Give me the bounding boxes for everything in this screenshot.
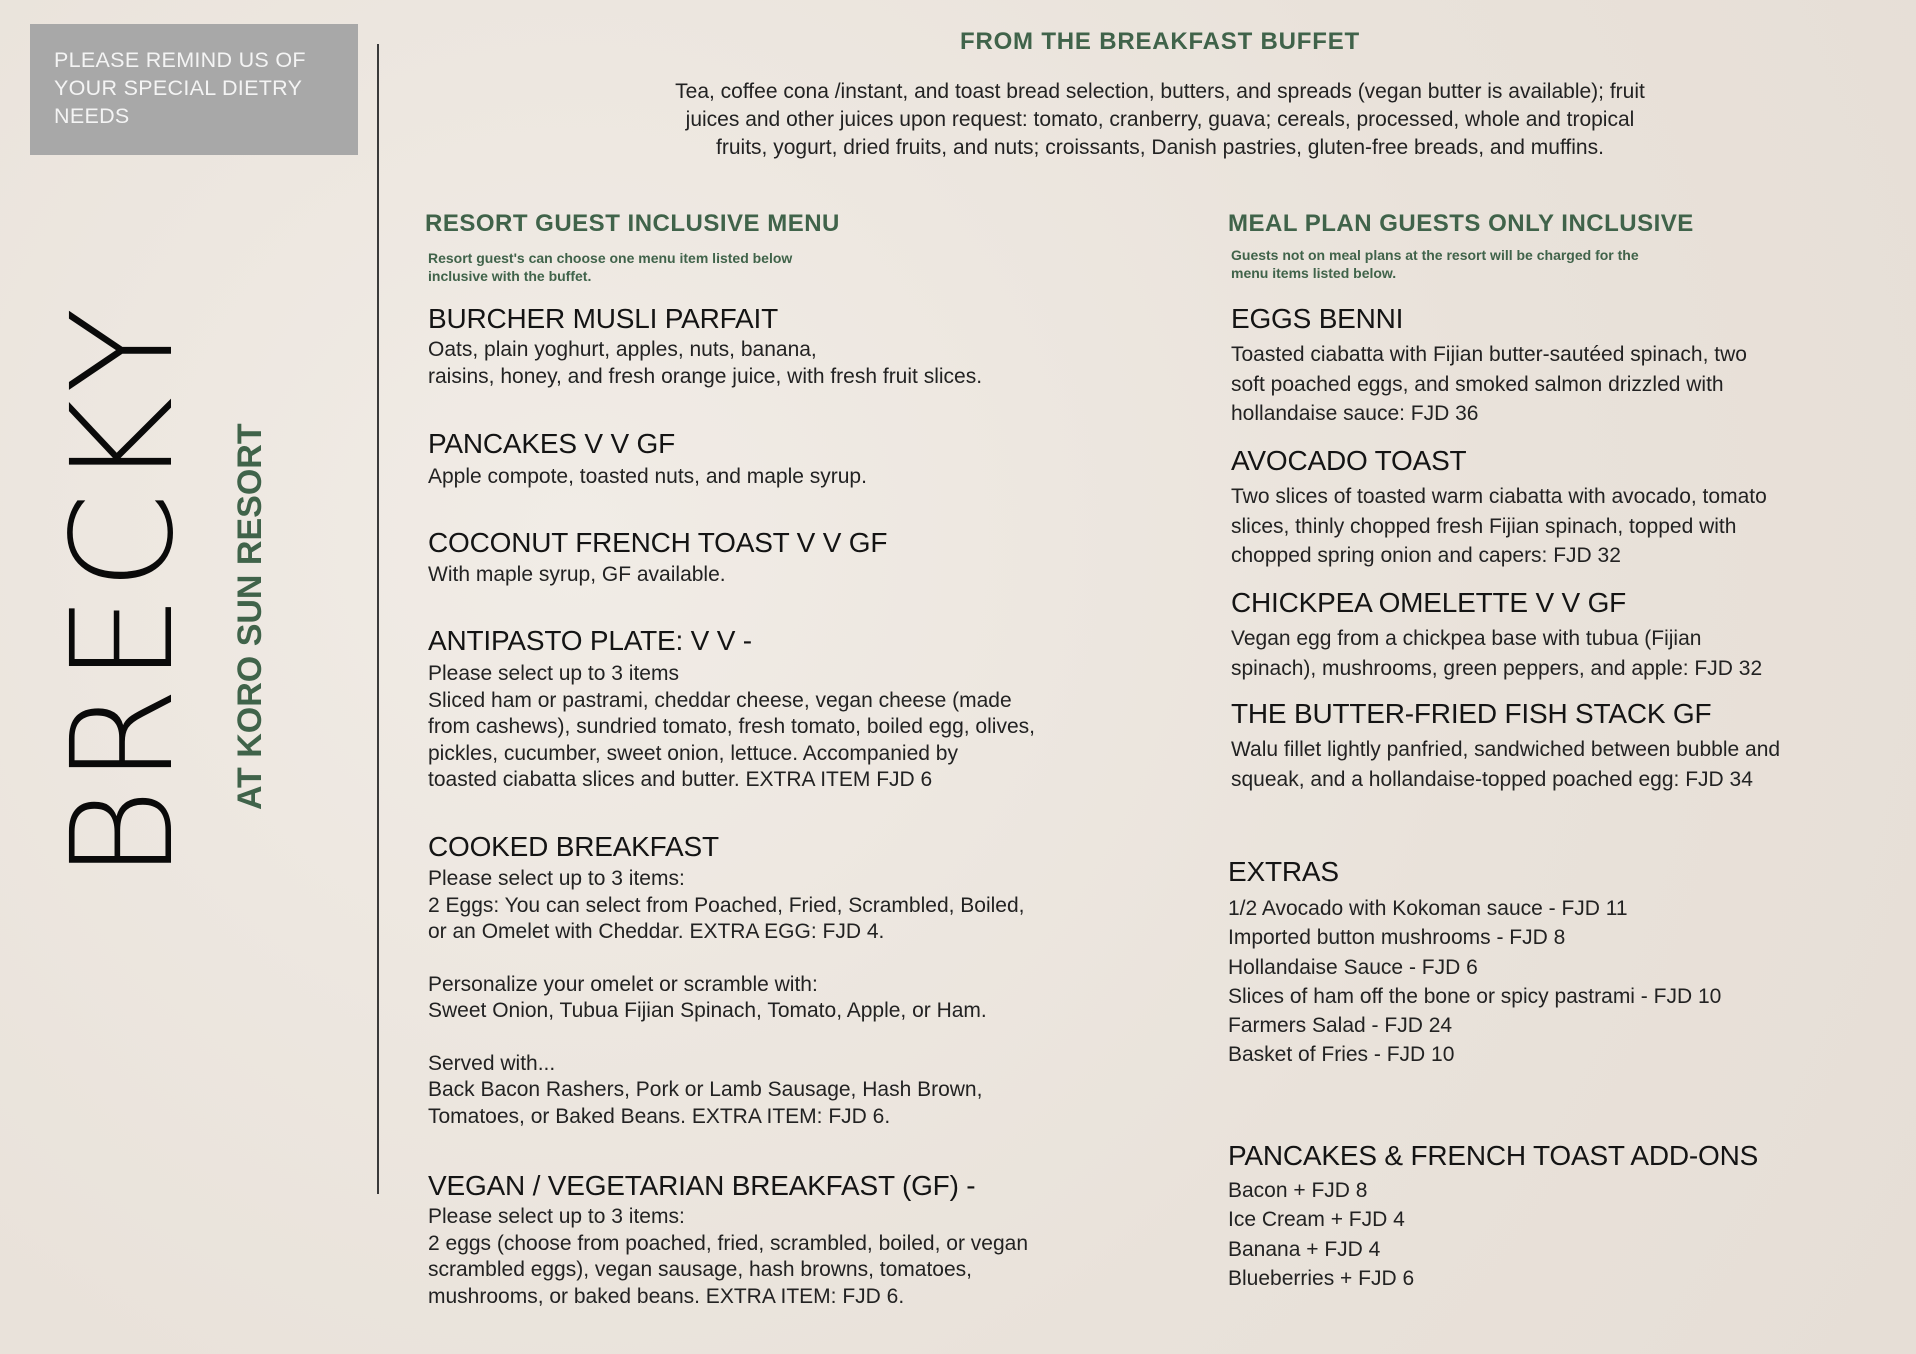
description-line: Please select up to 3 items: [428,1205,685,1228]
meal-plan-heading: MEAL PLAN GUESTS ONLY INCLUSIVE [1228,210,1694,237]
resort-menu-note-line: inclusive with the buffet. [428,268,592,284]
menu-item-title: VEGAN / VEGETARIAN BREAKFAST (GF) - [428,1170,976,1201]
description-line: mushrooms, or baked beans. EXTRA ITEM: FJD 6. [428,1284,905,1308]
menu-item-title: BURCHER MUSLI PARFAIT [428,303,778,334]
menu-item-title: COOKED BREAKFAST [428,831,719,862]
addons-list [1228,1176,1414,1293]
menu-item-title: ANTIPASTO PLATE: V V - [428,625,752,656]
description-line: With maple syrup, GF available. [428,563,726,586]
extras-heading: EXTRAS [1228,856,1339,887]
menu-item-description [428,464,867,491]
buffet-line: fruits, yogurt, dried fruits, and nuts; croissants, Danish pastries, gluten-free breads, and muffins. [716,136,1604,159]
brand-location: AT KORO SUN RESORT [231,423,269,810]
menu-item-title: PANCAKES V V GF [428,428,675,459]
menu-item-title: EGGS BENNI [1231,303,1404,334]
extras-item: Basket of Fries - FJD 10 [1228,1043,1455,1067]
dietary-note-box [30,24,358,155]
buffet-line: Tea, coffee cona /instant, and toast bread selection, butters, and spreads (vegan butter is available); fruit [675,80,1645,103]
description-line: slices, thinly chopped fresh Fijian spinach, topped with [1231,514,1737,538]
description-line: Sliced ham or pastrami, cheddar cheese, vegan cheese (made [428,688,1012,712]
description-line: hollandaise sauce: FJD 36 [1231,402,1479,425]
description-line: Two slices of toasted warm ciabatta with avocado, tomato [1231,485,1767,508]
addon-item: Blueberries + FJD 6 [1228,1266,1415,1290]
meal-plan-note [1231,246,1639,282]
description-line: soft poached eggs, and smoked salmon drizzled with [1231,372,1724,396]
dietary-note-line: NEEDS [54,104,130,128]
extras-item: Slices of ham off the bone or spicy pastrami - FJD 10 [1228,984,1722,1008]
extras-item: Hollandaise Sauce - FJD 6 [1228,955,1478,979]
menu-item-description [428,562,726,589]
vertical-divider [377,44,379,1194]
description-spacer [428,946,1025,972]
menu-item-title: CHICKPEA OMELETTE V V GF [1231,587,1627,618]
meal-plan-note-line: menu items listed below. [1231,265,1397,281]
buffet-heading: FROM THE BREAKFAST BUFFET [960,28,1360,55]
menu-item-description [1231,340,1747,429]
description-line: Toasted ciabatta with Fijian butter-sautéed spinach, two [1231,343,1747,366]
buffet-line: juices and other juices upon request: tomato, cranberry, guava; cereals, processed, whole and tropical [685,108,1635,131]
description-line: pickles, cucumber, sweet onion, lettuce. Accompanied by [428,741,958,765]
description-line: Back Bacon Rashers, Pork or Lamb Sausage, Hash Brown, [428,1078,983,1101]
description-line: squeak, and a hollandaise-topped poached egg: FJD 34 [1231,767,1753,791]
description-line: from cashews), sundried tomato, fresh tomato, boiled egg, olives, [428,715,1035,738]
menu-item-title: AVOCADO TOAST [1231,445,1467,476]
addons-heading: PANCAKES & FRENCH TOAST ADD-ONS [1228,1140,1759,1171]
resort-menu-heading: RESORT GUEST INCLUSIVE MENU [425,210,840,237]
extras-item: Imported button mushrooms - FJD 8 [1228,926,1566,950]
menu-item-description [1231,624,1762,683]
menu-item-description [428,1204,1028,1310]
addon-item: Bacon + FJD 8 [1228,1179,1368,1202]
description-line: Personalize your omelet or scramble with: [428,972,818,996]
description-line: Please select up to 3 items: [428,867,685,890]
dietary-note-line: YOUR SPECIAL DIETRY [54,76,303,100]
dietary-note-line: PLEASE REMIND US OF [54,48,306,72]
description-line: 2 eggs (choose from poached, fried, scrambled, boiled, or vegan [428,1231,1029,1255]
description-line: Walu fillet lightly panfried, sandwiched between bubble and [1231,738,1781,761]
menu-item-title: COCONUT FRENCH TOAST V V GF [428,527,888,558]
description-line: spinach), mushrooms, green peppers, and apple: FJD 32 [1231,656,1763,680]
description-line: toasted ciabatta slices and butter. EXTRA ITEM FJD 6 [428,768,933,791]
extras-item: Farmers Salad - FJD 24 [1228,1014,1453,1038]
menu-item-description [1231,482,1767,571]
description-spacer [428,1025,1025,1051]
description-line: Sweet Onion, Tubua Fijian Spinach, Tomato, Apple, or Ham. [428,999,987,1022]
resort-menu-note-line: Resort guest's can choose one menu item listed below [428,250,793,266]
description-line: 2 Eggs: You can select from Poached, Fried, Scrambled, Boiled, [428,893,1025,917]
extras-item: 1/2 Avocado with Kokoman sauce - FJD 11 [1228,897,1628,920]
menu-item-title: THE BUTTER-FRIED FISH STACK GF [1231,698,1712,729]
description-line: or an Omelet with Cheddar. EXTRA EGG: FJD 4. [428,920,885,943]
description-line: Tomatoes, or Baked Beans. EXTRA ITEM: FJD 6. [428,1104,891,1128]
brand-title: BRECKY [42,303,205,880]
addon-item: Banana + FJD 4 [1228,1237,1381,1261]
menu-item-description [1231,735,1780,794]
addon-item: Ice Cream + FJD 4 [1228,1208,1405,1232]
menu-item-description [428,337,982,390]
description-line: Served with... [428,1051,556,1075]
extras-list [1228,894,1721,1070]
description-line: Oats, plain yoghurt, apples, nuts, banana, [428,338,817,361]
buffet-description [600,78,1720,162]
description-line: raisins, honey, and fresh orange juice, with fresh fruit slices. [428,364,983,388]
description-line: Apple compote, toasted nuts, and maple syrup. [428,465,867,488]
resort-menu-note [428,249,792,285]
description-line: Vegan egg from a chickpea base with tubua (Fijian [1231,627,1702,650]
description-line: scrambled eggs), vegan sausage, hash browns, tomatoes, [428,1258,972,1281]
description-line: Please select up to 3 items [428,662,679,685]
description-line: chopped spring onion and capers: FJD 32 [1231,544,1621,567]
meal-plan-note-line: Guests not on meal plans at the resort will be charged for the [1231,247,1639,263]
menu-item-description [428,661,1035,794]
menu-item-description [428,866,1025,1130]
